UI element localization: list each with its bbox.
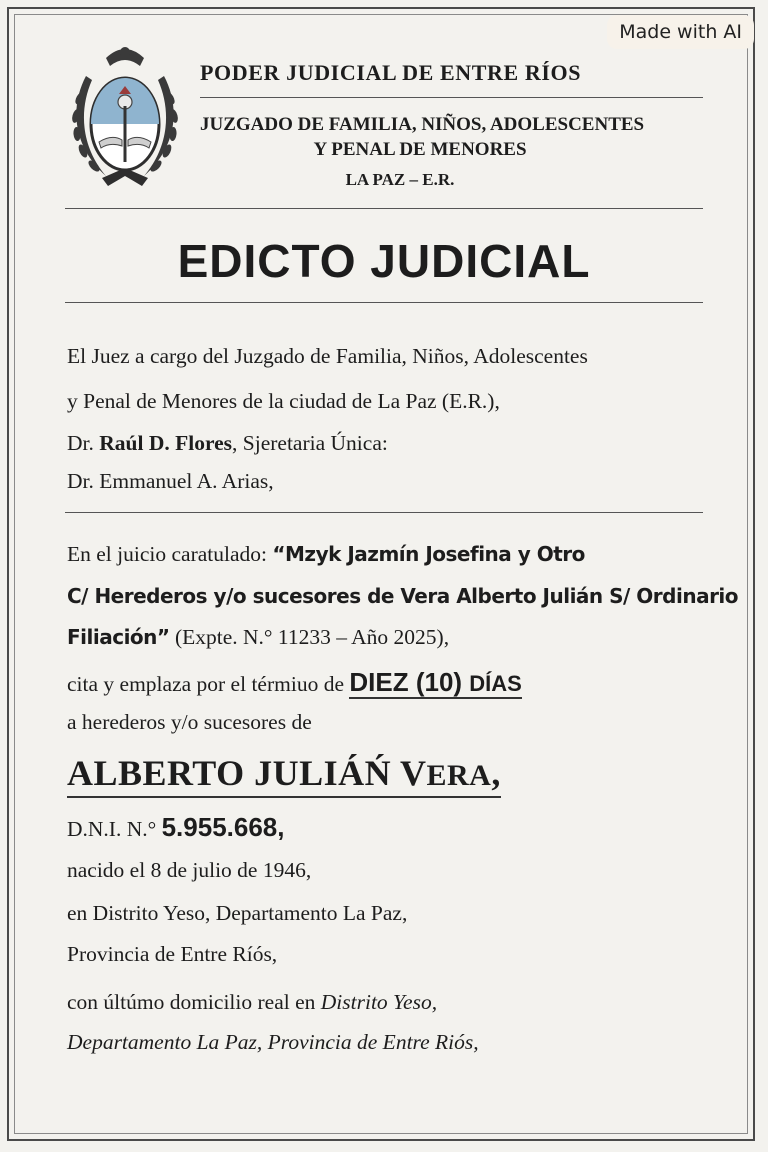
- domicile-district: Distrito Yeso,: [320, 990, 438, 1014]
- intro-line-4: Dr. Emmanuel A. Arias,: [67, 469, 274, 493]
- case-line-2: C/ Herederos y/o sucesores de Vera Alberto Julián S/ Ordinario: [67, 584, 739, 608]
- domicile-line-1: [67, 990, 437, 1015]
- court-line-1: JUZGADO DE FAMILIA, NIÑOS, ADOLESCENTES: [200, 114, 645, 135]
- coat-of-arms-icon: [66, 36, 184, 192]
- deceased-name: [67, 752, 501, 798]
- judge-prefix: Dr.: [67, 431, 100, 455]
- deceased-name-comma: ,: [491, 753, 501, 793]
- dni-line: [67, 812, 285, 843]
- case-line-3: [67, 625, 449, 650]
- case-line-4: [67, 667, 522, 698]
- dni-label: D.N.I. N.°: [67, 817, 162, 841]
- case-line-5: a herederos y/o sucesores de: [67, 710, 312, 734]
- deceased-name-small: ERA: [426, 759, 492, 792]
- dni-number: 5.955.668: [161, 812, 278, 842]
- dni-comma: ,: [277, 812, 285, 842]
- domicile-line-2: Departamento La Paz, Provincia de Entre Riós,: [67, 1030, 479, 1054]
- institution-name: PODER JUDICIAL DE ENTRE RÍOS: [200, 60, 582, 85]
- domicile-prefix: con últúmo domicilio real en: [67, 990, 321, 1014]
- case-caption-3: Filiación”: [67, 625, 170, 649]
- summons-days: [349, 667, 521, 699]
- section-rule: [65, 512, 703, 513]
- document-title: EDICTO JUDICIAL: [177, 235, 591, 287]
- summons-text: cita y emplaza por el térmiuo de: [67, 672, 350, 696]
- place-line-1: en Distrito Yeso, Departamento La Paz,: [67, 901, 408, 925]
- title-rule-bottom: [65, 302, 703, 303]
- ai-badge: Made with AI: [607, 15, 754, 49]
- intro-line-1: El Juez a cargo del Juzgado de Familia, Niños, Adolescentes: [67, 344, 588, 368]
- court-name: [200, 112, 645, 162]
- court-line-2: Y PENAL DE MENORES: [313, 139, 527, 160]
- case-file-number: (Expte. N.° 11233 – Año 2025),: [169, 625, 450, 649]
- summons-days-number: DIEZ (10): [349, 667, 470, 697]
- case-intro: En el juicio caratulado:: [67, 542, 273, 566]
- intro-line-3: [67, 431, 388, 456]
- court-city: LA PAZ – E.R.: [345, 170, 455, 189]
- judge-name: Raúl D. Flores: [99, 431, 233, 455]
- case-line-1: [67, 542, 585, 567]
- header-rule: [200, 97, 703, 98]
- secretary-label: , Sjeretaria Única:: [232, 431, 388, 455]
- deceased-name-main: ALBERTO JULIÁŃ V: [67, 753, 427, 793]
- birth-line: nacido el 8 de julio de 1946,: [67, 858, 312, 882]
- case-caption-1: “Mzyk Jazmín Josefina y Otro: [272, 542, 585, 566]
- title-rule-top: [65, 208, 703, 209]
- place-line-2: Provincia de Entre Ríós,: [67, 942, 278, 966]
- summons-days-word: DÍAS: [469, 671, 522, 696]
- intro-line-2: y Penal de Menores de la ciudad de La Paz (E.R.),: [67, 389, 500, 413]
